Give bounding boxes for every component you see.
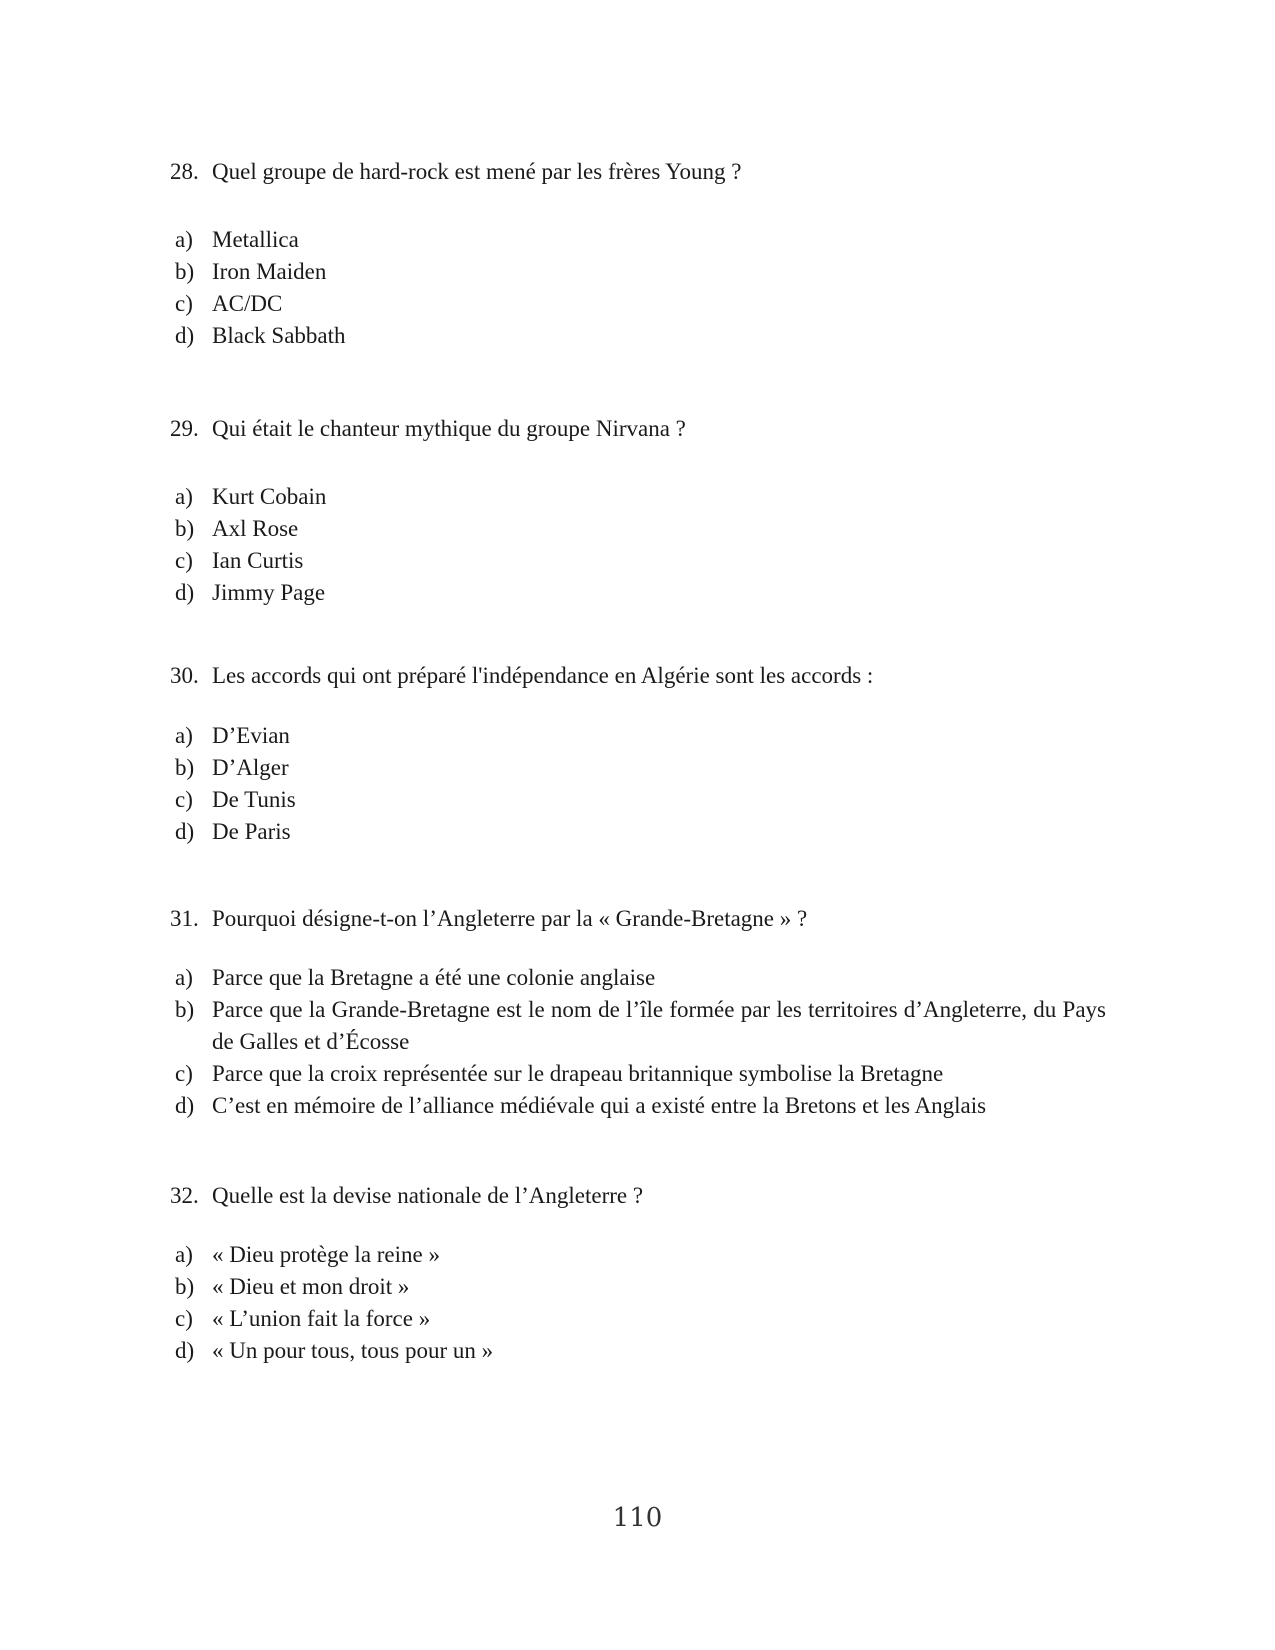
answer-option <box>175 1239 1155 1271</box>
answer-option <box>175 752 1155 784</box>
option-letter: d) <box>175 580 195 605</box>
option-letter: c) <box>175 1061 193 1086</box>
option-text: Black Sabbath <box>212 323 346 348</box>
answer-option <box>175 320 1155 352</box>
answer-list <box>175 1239 1155 1367</box>
answer-list <box>175 962 1106 1122</box>
answer-option <box>175 1303 1155 1335</box>
answer-option <box>175 577 1155 609</box>
question-text: Qui était le chanteur mythique du groupe Nirvana ? <box>212 416 686 441</box>
option-text: Axl Rose <box>212 516 299 541</box>
answer-option <box>175 513 1155 545</box>
question-text: Quel groupe de hard-rock est mené par les frères Young ? <box>212 159 742 184</box>
option-text: Jimmy Page <box>212 580 326 605</box>
option-letter: c) <box>175 787 193 812</box>
option-letter: c) <box>175 548 193 573</box>
option-text: De Paris <box>212 819 291 844</box>
option-text: C’est en mémoire de l’alliance médiévale qui a existé entre la Bretons et les Anglais <box>212 1093 987 1118</box>
answer-list <box>175 481 1155 609</box>
option-text: Parce que la Bretagne a été une colonie anglaise <box>212 965 656 990</box>
answer-option <box>175 784 1155 816</box>
option-text: « L’union fait la force » <box>212 1306 431 1331</box>
answer-option <box>175 288 1155 320</box>
answer-option <box>175 1335 1155 1367</box>
option-letter: d) <box>175 323 195 348</box>
option-letter: b) <box>175 1274 195 1299</box>
option-letter: a) <box>175 723 193 748</box>
option-text: Parce que la croix représentée sur le drapeau britannique symbolise la Bretagne <box>212 1061 944 1086</box>
answer-option <box>175 481 1155 513</box>
answer-option <box>175 1271 1155 1303</box>
option-text: Iron Maiden <box>212 259 327 284</box>
question-text: Les accords qui ont préparé l'indépendance en Algérie sont les accords : <box>212 663 874 688</box>
option-letter: a) <box>175 484 193 509</box>
option-text: D’Evian <box>212 723 290 748</box>
answer-option <box>175 545 1155 577</box>
option-text: De Tunis <box>212 787 296 812</box>
question-number: 29. <box>170 416 199 441</box>
option-letter: b) <box>175 997 195 1022</box>
option-text: « Un pour tous, tous pour un » <box>212 1338 494 1363</box>
option-text: AC/DC <box>212 291 283 316</box>
answer-list <box>175 720 1155 848</box>
option-letter: a) <box>175 965 193 990</box>
option-letter: b) <box>175 755 195 780</box>
page-number: 110 <box>612 1503 663 1533</box>
option-letter: d) <box>175 819 195 844</box>
option-letter: d) <box>175 1093 195 1118</box>
option-letter: a) <box>175 227 193 252</box>
answer-option <box>175 1090 1106 1122</box>
option-letter: b) <box>175 259 195 284</box>
option-letter: a) <box>175 1242 193 1267</box>
answer-option <box>175 224 1155 256</box>
answer-option <box>175 720 1155 752</box>
answer-option <box>175 256 1155 288</box>
option-text: Kurt Cobain <box>212 484 327 509</box>
option-text: D’Alger <box>212 755 289 780</box>
question-number: 30. <box>170 663 199 688</box>
option-letter: c) <box>175 1306 193 1331</box>
question-number: 31. <box>170 906 199 931</box>
answer-list <box>175 224 1155 352</box>
question-text: Pourquoi désigne-t-on l’Angleterre par la « Grande-Bretagne » ? <box>212 906 808 931</box>
question-number: 28. <box>170 159 199 184</box>
option-text: Parce que la Grande-Bretagne est le nom de l’île formée par les territoires d’Angleterre, du Pays de Galles et d’Écosse <box>212 997 1106 1054</box>
option-text: « Dieu et mon droit » <box>212 1274 410 1299</box>
answer-option <box>175 1058 1106 1090</box>
answer-option <box>175 994 1106 1058</box>
answer-option <box>175 962 1106 994</box>
option-text: « Dieu protège la reine » <box>212 1242 440 1267</box>
option-text: Metallica <box>212 227 299 252</box>
option-letter: c) <box>175 291 193 316</box>
option-text: Ian Curtis <box>212 548 304 573</box>
option-letter: d) <box>175 1338 195 1363</box>
option-letter: b) <box>175 516 195 541</box>
question-number: 32. <box>170 1183 199 1208</box>
question-text: Quelle est la devise nationale de l’Angleterre ? <box>212 1183 644 1208</box>
answer-option <box>175 816 1155 848</box>
